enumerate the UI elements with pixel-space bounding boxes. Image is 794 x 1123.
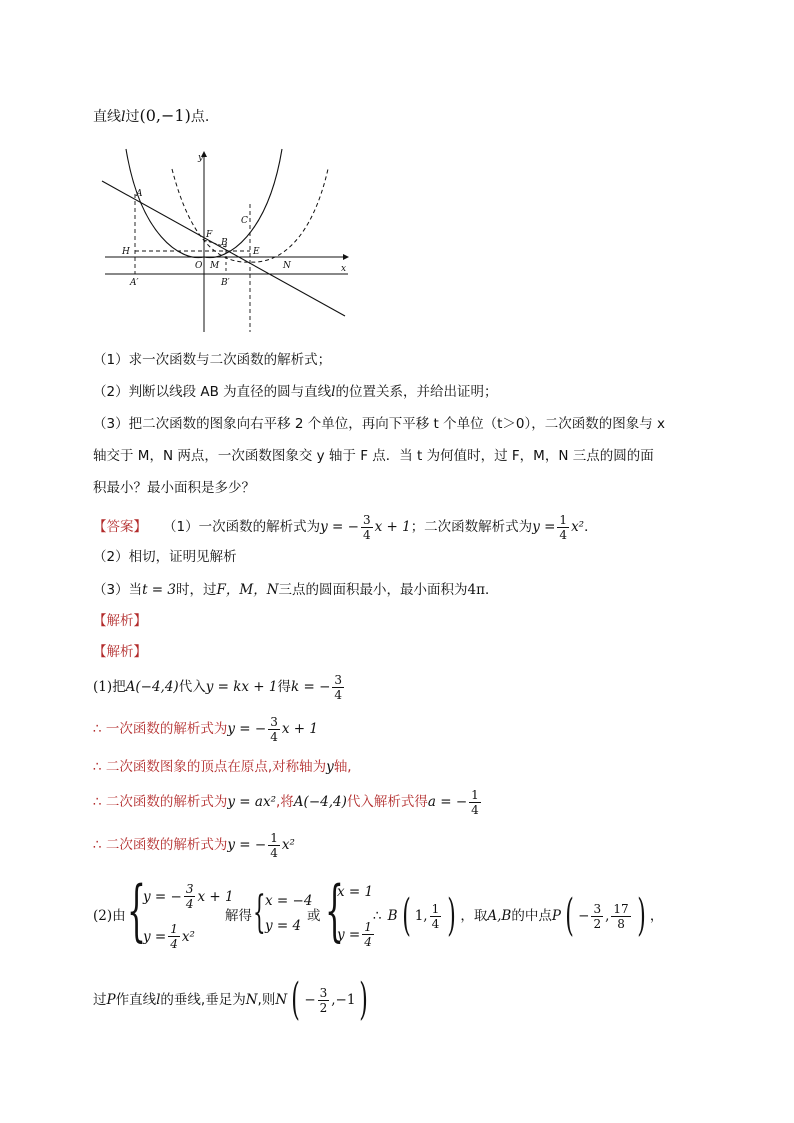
answer-1-quad-a: y = bbox=[532, 519, 556, 535]
step-6-prefix: (2)由 bbox=[93, 908, 126, 924]
question-2 bbox=[93, 382, 498, 402]
answer-3-mid: 时，过 bbox=[176, 582, 217, 598]
step-5-x2: x² bbox=[281, 837, 295, 853]
answer-1-linear-a: y = − bbox=[320, 519, 359, 535]
label-M: M bbox=[210, 261, 220, 271]
step-4-mid: ,将 bbox=[276, 794, 294, 810]
fraction-one-fourth-a: $\frac{1}{4}$ bbox=[471, 787, 479, 817]
step-2 bbox=[93, 710, 318, 748]
step-7-end: ,−1 bbox=[331, 992, 356, 1008]
step-4-eq: y = ax² bbox=[227, 794, 276, 810]
step-7-mid3: ,则 bbox=[257, 992, 276, 1008]
answer-1-linear-b: x + 1 bbox=[374, 519, 411, 535]
fraction-three-fourths-linear: $\frac{3}{4}$ bbox=[270, 714, 278, 744]
label-B-prime: B′ bbox=[221, 278, 230, 288]
intro-line bbox=[93, 106, 209, 127]
system-brace-2: { bbox=[253, 887, 266, 938]
answer-1-suffix: ． bbox=[584, 519, 598, 535]
question-3-line-3: 积最小？最小面积是多少？ bbox=[93, 480, 255, 496]
step-4-point: A(−4,4) bbox=[293, 794, 347, 810]
step-1-equation: y = kx + 1 bbox=[205, 679, 278, 695]
intro-point: (0,−1) bbox=[139, 106, 191, 125]
intro-var: l bbox=[121, 109, 126, 125]
step-4-a: a = − bbox=[427, 794, 468, 810]
answer-line-3 bbox=[93, 580, 499, 600]
step-5-prefix: ∴ 二次函数的解析式为 bbox=[93, 837, 228, 853]
step-4-mid2: 代入解析式得 bbox=[346, 794, 428, 810]
step-3-text: ∴ 二次函数图象的顶点在原点,对称轴为 bbox=[93, 759, 327, 775]
function-graph-figure bbox=[100, 144, 360, 334]
step-3-var: y bbox=[326, 759, 334, 775]
step-4-prefix: ∴ 二次函数的解析式为 bbox=[93, 794, 228, 810]
solution-a-x: x = −4 bbox=[265, 893, 313, 909]
step-6-points: ∴ B ( 1, $\frac{1}{4}$ ) ，取 A,B 的中点 P ( − $\frac{3}{2}$ , $\frac{17}{8}$ ) ， bbox=[373, 890, 664, 941]
analysis-tag-2: 【解析】 bbox=[93, 644, 147, 660]
solution-a-y: y = 4 bbox=[265, 918, 302, 934]
step-1-mid: 代入 bbox=[178, 679, 206, 695]
answer-3-suffix: ． bbox=[485, 582, 499, 598]
step-6-or: 或 bbox=[307, 908, 321, 924]
question-2-var: l bbox=[331, 384, 336, 400]
label-A-prime: A′ bbox=[130, 278, 139, 288]
intro-prefix: 直线 bbox=[93, 109, 121, 125]
label-O: O bbox=[195, 261, 203, 271]
system-brace-1: { bbox=[127, 872, 146, 949]
analysis-tag-1: 【解析】 bbox=[93, 613, 147, 629]
system-eq-1: y = − $\frac{3}{4}$ x + 1 bbox=[143, 882, 234, 911]
step-3 bbox=[93, 757, 352, 777]
intro-mid: 过 bbox=[125, 109, 140, 125]
step-5 bbox=[93, 826, 295, 864]
step-2-eq-a: y = − bbox=[227, 721, 267, 737]
step-1 bbox=[93, 668, 346, 706]
step-7-mid2: 的垂线,垂足为 bbox=[160, 992, 246, 1008]
step-7-N: N bbox=[245, 992, 258, 1008]
step-7-mid: 作直线 bbox=[115, 992, 157, 1008]
question-3-line-1: （3）把二次函数的图象向右平移 2 个单位，再向下平移 t 个单位（t＞0），二次函数的图象与 x bbox=[93, 416, 666, 432]
step-2-prefix: ∴ 一次函数的解析式为 bbox=[93, 721, 228, 737]
step-1-k: k = − bbox=[291, 679, 331, 695]
step-1-mid2: 得 bbox=[277, 679, 292, 695]
intro-suffix: 点. bbox=[190, 109, 210, 125]
label-x: x bbox=[341, 264, 347, 274]
step-2-eq-b: x + 1 bbox=[281, 721, 318, 737]
fraction-three-halves: $\frac{3}{2}$ bbox=[319, 985, 328, 1015]
step-4 bbox=[93, 783, 483, 821]
label-H: H bbox=[122, 247, 130, 257]
step-7-N2: N bbox=[275, 992, 288, 1008]
answer-3-prefix: （3）当 bbox=[93, 582, 143, 598]
answer-3-points: F，M，N bbox=[216, 582, 279, 598]
fraction-one-fourth: $\frac{1}{4}$ bbox=[559, 512, 568, 542]
answer-3-mid2: 三点的圆面积最小，最小面积为 bbox=[278, 582, 468, 598]
label-B: B bbox=[221, 238, 228, 248]
solution-b-y: y = $\frac{1}{4}$ bbox=[337, 920, 372, 949]
step-1-point: A(−4,4) bbox=[125, 679, 179, 695]
fraction-three-fourths-k: $\frac{3}{4}$ bbox=[334, 672, 343, 702]
label-N: N bbox=[283, 261, 291, 271]
answer-3-t: t = 3 bbox=[142, 582, 177, 598]
answer-line-2: （2）相切，证明见解析 bbox=[93, 549, 237, 565]
answer-1-quad-b: x² bbox=[571, 519, 585, 535]
label-C: C bbox=[241, 216, 248, 226]
step-3-end: 轴, bbox=[333, 759, 352, 775]
answer-1-prefix: （1）一次函数的解析式为 bbox=[163, 519, 321, 535]
answer-line-1 bbox=[93, 508, 598, 546]
step-5-eq: y = − bbox=[227, 837, 267, 853]
fraction-three-fourths: $\frac{3}{4}$ bbox=[362, 512, 371, 542]
answer-3-area: 4π bbox=[467, 582, 485, 598]
label-y: y bbox=[198, 153, 204, 163]
answer-1-mid: ；二次函数解析式为 bbox=[410, 519, 533, 535]
step-7: 过 P 作直线 l 的垂线,垂足为 N ,则 N ( − $\frac{3}{2}$ ,−1 ) bbox=[93, 974, 369, 1025]
step-7-l: l bbox=[156, 992, 161, 1008]
question-3-line-2: 轴交于 M，N 两点，一次函数图象交 y 轴于 F 点．当 t 为何值时，过 F，M，N 三点的圆的面 bbox=[93, 448, 654, 464]
question-1: （1）求一次函数与二次函数的解析式； bbox=[93, 352, 332, 368]
step-6-solve: 解得 bbox=[225, 908, 252, 924]
system-eq-2: y = $\frac{1}{4}$ x² bbox=[143, 922, 195, 951]
system-brace-3: { bbox=[325, 872, 344, 949]
step-7-prefix: 过 bbox=[93, 992, 107, 1008]
label-F: F bbox=[206, 230, 213, 240]
answer-tag: 【答案】 bbox=[93, 519, 147, 535]
label-A: A bbox=[136, 189, 143, 199]
label-E: E bbox=[253, 247, 260, 257]
question-2-b: 的位置关系，并给出证明； bbox=[335, 384, 498, 400]
linear-function-line bbox=[102, 181, 345, 316]
step-7-minus: − bbox=[304, 992, 316, 1008]
question-2-a: （2）判断以线段 AB 为直径的圆与直线 bbox=[93, 384, 332, 400]
fraction-one-fourth-quad: $\frac{1}{4}$ bbox=[270, 830, 278, 860]
step-7-P: P bbox=[106, 992, 116, 1008]
step-1-prefix: (1)把 bbox=[93, 679, 126, 695]
step-6 bbox=[93, 872, 753, 956]
solution-b-x: x = 1 bbox=[337, 884, 374, 900]
